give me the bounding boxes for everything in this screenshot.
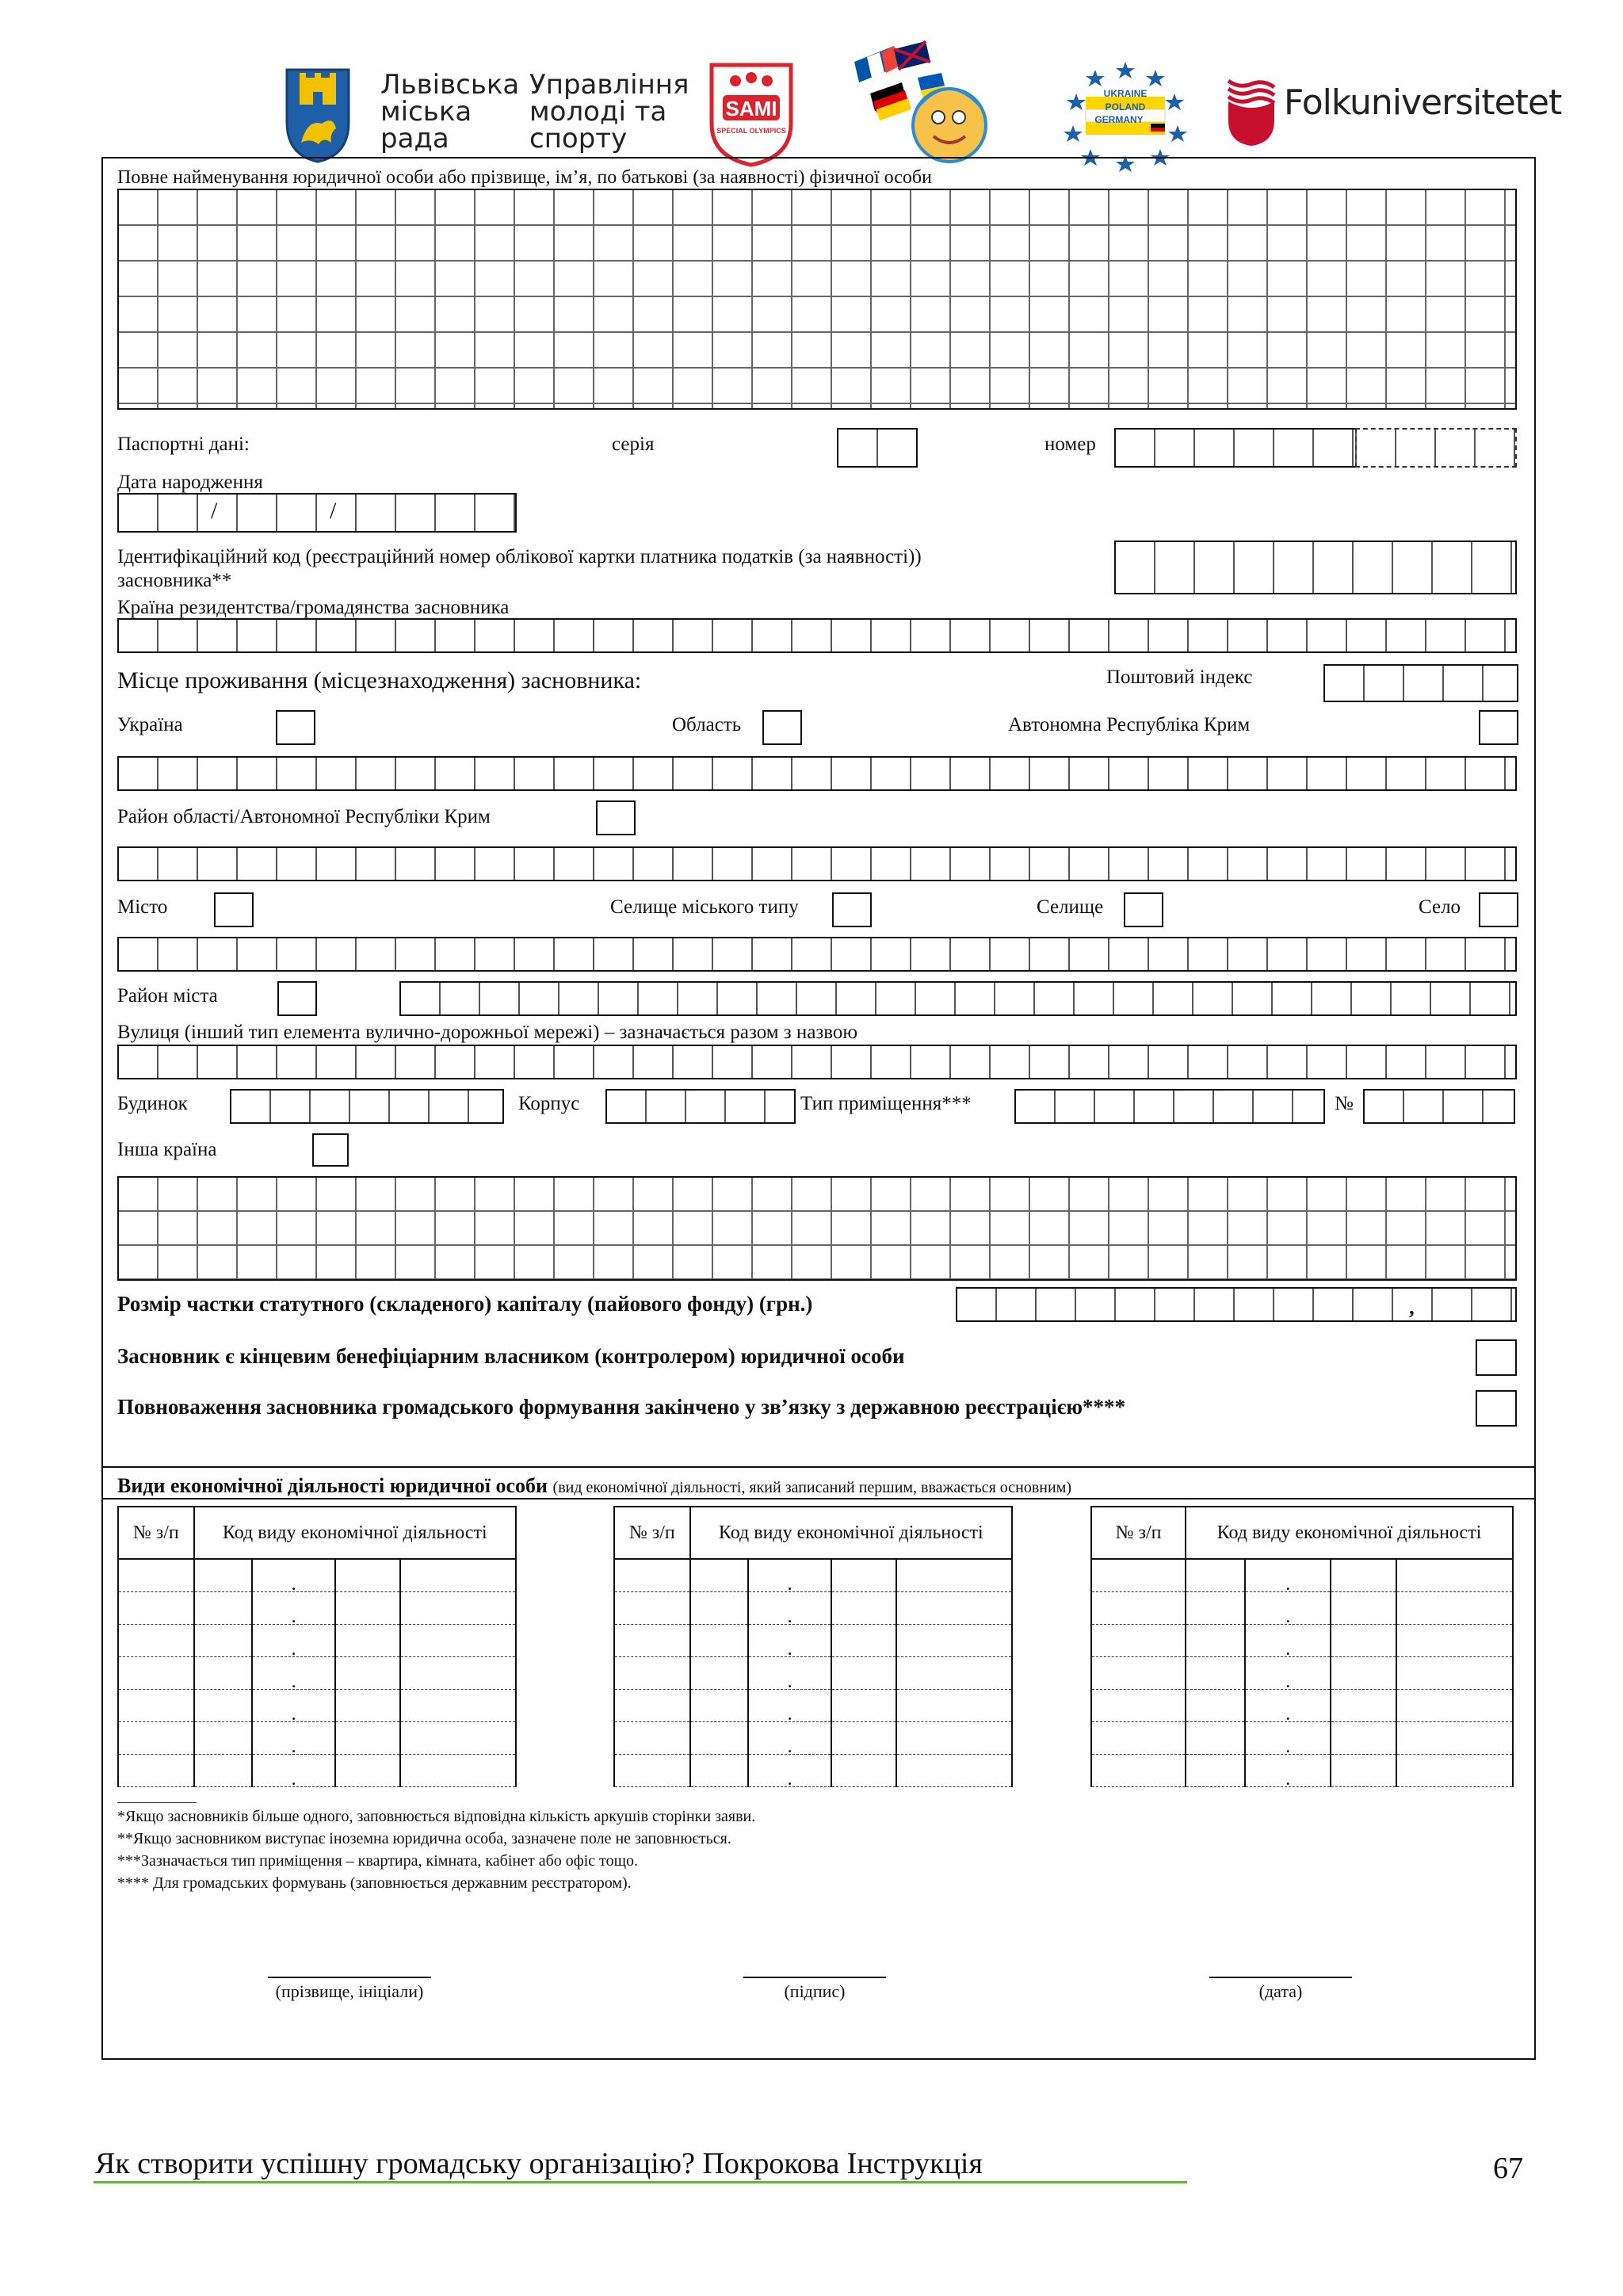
page-number: 67	[1493, 2152, 1523, 2185]
code-cell[interactable]	[896, 1559, 1012, 1592]
ukraine-label-form: Україна	[117, 714, 183, 735]
row-no-cell[interactable]	[118, 1690, 194, 1722]
economic-title-note: (вид економічної діяльності, який записаний першим, вважається основним)	[552, 1479, 1072, 1496]
code-cell[interactable]	[1396, 1690, 1513, 1722]
settlement-checkbox[interactable]	[1124, 892, 1163, 927]
economic-table-row[interactable]	[614, 1690, 1012, 1722]
code-cell-with-dot[interactable]: .	[1245, 1592, 1331, 1625]
code-cell[interactable]	[896, 1625, 1012, 1657]
id-code-label: Ідентифікаційний код (реєстраційний номер облікової картки платника податків (за наявності))	[117, 546, 922, 567]
sami-logo-text: SAMI	[725, 97, 777, 120]
economic-table-1	[117, 1506, 517, 1790]
postal-code-input[interactable]	[1323, 664, 1518, 702]
germany-label: GERMANY	[1094, 114, 1144, 125]
code-cell[interactable]	[1396, 1625, 1513, 1657]
economic-table-row[interactable]	[1091, 1625, 1513, 1657]
code-cell-with-dot[interactable]: .	[748, 1755, 832, 1787]
code-cell[interactable]	[194, 1657, 252, 1690]
settlement-label: Селище	[1037, 896, 1104, 918]
code-cell[interactable]	[400, 1559, 516, 1592]
code-cell[interactable]	[335, 1690, 400, 1722]
footnote-rule	[117, 1802, 197, 1803]
capital-input[interactable]	[956, 1287, 1517, 1322]
code-cell[interactable]	[1331, 1690, 1396, 1722]
code-cell[interactable]	[831, 1755, 896, 1787]
code-cell-with-dot[interactable]: .	[252, 1722, 336, 1755]
col-code-header: Код виду економічної діяльності	[194, 1507, 516, 1559]
code-cell[interactable]	[1186, 1657, 1245, 1690]
date-separator-1: /	[211, 498, 218, 524]
sign-caption: (підпис)	[784, 1981, 846, 2001]
code-cell[interactable]	[335, 1657, 400, 1690]
code-cell[interactable]	[1331, 1657, 1396, 1690]
row-no-cell[interactable]	[1091, 1625, 1186, 1657]
row-no-cell[interactable]	[1091, 1722, 1186, 1755]
code-cell-with-dot[interactable]: .	[252, 1755, 336, 1787]
code-cell[interactable]	[690, 1755, 748, 1787]
economic-table-row[interactable]	[1091, 1755, 1513, 1787]
economic-table-row[interactable]	[118, 1755, 516, 1787]
economic-table-row[interactable]	[614, 1722, 1012, 1755]
code-cell-with-dot[interactable]: .	[1245, 1657, 1331, 1690]
code-cell[interactable]	[690, 1690, 748, 1722]
economic-title-bold: Види економічної діяльності юридичної особи	[117, 1474, 548, 1497]
economic-table-row[interactable]	[614, 1755, 1012, 1787]
passport-number-extra-input[interactable]	[1355, 428, 1517, 468]
code-cell[interactable]	[1186, 1690, 1245, 1722]
birth-date-input[interactable]	[117, 493, 517, 533]
economic-table-row[interactable]	[118, 1559, 516, 1592]
section-divider	[101, 1466, 1536, 1468]
economic-table-row[interactable]	[118, 1690, 516, 1722]
economic-divider	[101, 1498, 1536, 1499]
code-cell[interactable]	[194, 1559, 252, 1592]
row-no-cell[interactable]	[614, 1690, 690, 1722]
country-label: Країна резидентства/громадянства засновника	[117, 597, 510, 618]
economic-table-row[interactable]	[118, 1592, 516, 1625]
code-cell[interactable]	[831, 1690, 896, 1722]
flags-globe-mascot-icon	[838, 38, 997, 173]
crimea-checkbox[interactable]	[1479, 710, 1518, 745]
code-cell[interactable]	[831, 1625, 896, 1657]
row-no-cell[interactable]	[614, 1559, 690, 1592]
col-no-header: № з/п	[1091, 1507, 1186, 1559]
date-caption: (дата)	[1258, 1981, 1303, 2001]
youth-dept-text: Управління молоді та спорту	[529, 69, 689, 155]
birth-date-label: Дата народження	[117, 472, 263, 493]
name-signature-line	[268, 1977, 431, 1978]
row-no-cell[interactable]	[1091, 1592, 1186, 1625]
full-name-input-grid[interactable]	[117, 189, 1517, 410]
row-no-cell[interactable]	[614, 1722, 690, 1755]
economic-table-row[interactable]	[1091, 1722, 1513, 1755]
code-cell[interactable]	[1396, 1559, 1513, 1592]
code-cell[interactable]	[1396, 1755, 1513, 1787]
code-cell-with-dot[interactable]: .	[1245, 1625, 1331, 1657]
code-cell-with-dot[interactable]: .	[748, 1592, 832, 1625]
code-cell[interactable]	[1396, 1592, 1513, 1625]
row-no-cell[interactable]	[118, 1657, 194, 1690]
sami-sub-text: SPECIAL OLYMPICS	[716, 127, 786, 135]
code-cell-with-dot[interactable]: .	[1245, 1755, 1331, 1787]
code-cell-with-dot[interactable]: .	[748, 1690, 832, 1722]
code-cell[interactable]	[335, 1625, 400, 1657]
economic-table-3	[1090, 1506, 1514, 1790]
folkuniversitetet-logo-icon	[1225, 78, 1277, 147]
code-cell-with-dot[interactable]: .	[252, 1625, 336, 1657]
other-country-checkbox[interactable]	[312, 1133, 349, 1167]
street-label: Вулиця (інший тип елемента вулично-дорожньої мережі) – зазначається разом з назвою	[117, 1022, 858, 1043]
other-country-label: Інша країна	[117, 1139, 217, 1160]
number-label: номер	[1044, 434, 1096, 455]
oblast-checkbox[interactable]	[762, 710, 802, 745]
premises-label: Тип приміщення***	[800, 1093, 972, 1114]
id-code-label-2: засновника**	[117, 570, 232, 591]
oblast-input[interactable]	[117, 756, 1517, 791]
row-no-cell[interactable]	[614, 1657, 690, 1690]
row-no-cell[interactable]	[1091, 1559, 1186, 1592]
city-input[interactable]	[117, 937, 1517, 972]
economic-table-row[interactable]	[614, 1559, 1012, 1592]
lviv-council-text: Львівська міська рада	[380, 69, 520, 155]
col-code-header: Код виду економічної діяльності	[1186, 1507, 1513, 1559]
code-cell-with-dot[interactable]: .	[1245, 1722, 1331, 1755]
oblast-label: Область	[672, 714, 742, 735]
row-no-cell[interactable]	[118, 1755, 194, 1787]
code-cell[interactable]	[690, 1722, 748, 1755]
footnote-1: *Якщо засновників більше одного, заповнюється відповідна кількість аркушів сторінки заяви.	[117, 1808, 756, 1825]
urban-settlement-checkbox[interactable]	[832, 892, 872, 927]
code-cell-with-dot[interactable]: .	[1245, 1690, 1331, 1722]
building-label: Будинок	[117, 1093, 188, 1114]
row-no-cell[interactable]	[118, 1722, 194, 1755]
row-no-cell[interactable]	[614, 1755, 690, 1787]
code-cell[interactable]	[831, 1559, 896, 1592]
code-cell[interactable]	[400, 1722, 516, 1755]
economic-table-row[interactable]	[614, 1592, 1012, 1625]
beneficiary-label: Засновник є кінцевим бенефіціарним власником (контролером) юридичної особи	[117, 1344, 905, 1368]
row-no-cell[interactable]	[614, 1625, 690, 1657]
passport-number-input[interactable]	[1114, 428, 1357, 468]
economic-table-2	[613, 1506, 1013, 1790]
village-label: Село	[1419, 896, 1461, 918]
economic-table-row[interactable]	[118, 1722, 516, 1755]
authority-checkbox[interactable]	[1476, 1390, 1517, 1427]
code-cell-with-dot[interactable]: .	[748, 1559, 832, 1592]
col-code-header: Код виду економічної діяльності	[690, 1507, 1012, 1559]
col-no-header: № з/п	[614, 1507, 690, 1559]
city-district-label: Район міста	[117, 985, 218, 1007]
economic-table-row[interactable]	[614, 1657, 1012, 1690]
poland-label: POLAND	[1105, 101, 1146, 113]
code-cell[interactable]	[1186, 1625, 1245, 1657]
economic-table-row[interactable]	[1091, 1690, 1513, 1722]
city-label: Місто	[117, 896, 168, 918]
code-cell[interactable]	[1331, 1592, 1396, 1625]
premises-number-input[interactable]	[1363, 1089, 1515, 1124]
residence-label: Місце проживання (місцезнаходження) засновника:	[117, 667, 642, 693]
district-label: Район області/Автономної Республіки Крим	[117, 806, 491, 827]
code-cell[interactable]	[1331, 1755, 1396, 1787]
code-cell[interactable]	[1186, 1755, 1245, 1787]
economic-table-row[interactable]	[118, 1657, 516, 1690]
code-cell[interactable]	[194, 1755, 252, 1787]
urban-settlement-label: Селище міського типу	[610, 896, 799, 918]
code-cell[interactable]	[194, 1625, 252, 1657]
code-cell[interactable]	[1186, 1559, 1245, 1592]
code-cell[interactable]	[1186, 1722, 1245, 1755]
passport-series-input[interactable]	[837, 428, 918, 468]
code-cell[interactable]	[831, 1592, 896, 1625]
code-cell[interactable]	[896, 1592, 1012, 1625]
code-cell-with-dot[interactable]: .	[1245, 1559, 1331, 1592]
authority-label: Повноваження засновника громадського формування закінчено у зв’язку з державною реєстрацією****	[117, 1395, 1126, 1419]
district-checkbox[interactable]	[596, 800, 636, 835]
other-country-input-grid[interactable]	[117, 1176, 1517, 1281]
row-no-cell[interactable]	[118, 1559, 194, 1592]
code-cell[interactable]	[335, 1722, 400, 1755]
code-cell[interactable]	[335, 1755, 400, 1787]
no-label: №	[1335, 1093, 1354, 1114]
footer-rule	[94, 2181, 1187, 2183]
code-cell[interactable]	[1396, 1657, 1513, 1690]
footnote-2: **Якщо засновником виступає іноземна юридична особа, зазначене поле не заповнюється.	[117, 1830, 731, 1847]
economic-table-row[interactable]	[1091, 1592, 1513, 1625]
code-cell-with-dot[interactable]: .	[252, 1657, 336, 1690]
date-separator-2: /	[330, 498, 337, 524]
postal-label: Поштовий індекс	[1106, 667, 1253, 688]
city-district-checkbox[interactable]	[277, 981, 317, 1016]
full-name-label: Повне найменування юридичної особи або прізвище, ім’я, по батькові (за наявності) фізичної особи	[117, 167, 932, 188]
block-label: Корпус	[518, 1093, 580, 1114]
city-checkbox[interactable]	[214, 892, 254, 927]
city-district-input[interactable]	[399, 981, 1517, 1016]
premises-input[interactable]	[1014, 1089, 1325, 1124]
code-cell[interactable]	[1331, 1625, 1396, 1657]
district-input[interactable]	[117, 846, 1517, 881]
code-cell[interactable]	[335, 1559, 400, 1592]
ukraine-label: UKRAINE	[1103, 88, 1148, 99]
lviv-coat-of-arms-icon	[284, 67, 352, 165]
code-cell-with-dot[interactable]: .	[252, 1592, 336, 1625]
code-cell[interactable]	[896, 1722, 1012, 1755]
ukraine-checkbox[interactable]	[276, 710, 315, 745]
row-no-cell[interactable]	[1091, 1657, 1186, 1690]
code-cell[interactable]	[400, 1755, 516, 1787]
code-cell-with-dot[interactable]: .	[252, 1559, 336, 1592]
code-cell[interactable]	[194, 1722, 252, 1755]
code-cell[interactable]	[690, 1592, 748, 1625]
series-label: серія	[612, 434, 655, 455]
code-cell[interactable]	[194, 1690, 252, 1722]
row-no-cell[interactable]	[1091, 1755, 1186, 1787]
economic-table-row[interactable]	[118, 1625, 516, 1657]
code-cell[interactable]	[690, 1559, 748, 1592]
economic-title	[117, 1474, 1071, 1498]
row-no-cell[interactable]	[614, 1592, 690, 1625]
code-cell[interactable]	[1396, 1722, 1513, 1755]
row-no-cell[interactable]	[118, 1625, 194, 1657]
code-cell[interactable]	[690, 1657, 748, 1690]
row-no-cell[interactable]	[1091, 1690, 1186, 1722]
capital-comma: ,	[1409, 1295, 1415, 1319]
code-cell[interactable]	[335, 1592, 400, 1625]
id-code-input[interactable]	[1114, 541, 1517, 594]
code-cell[interactable]	[896, 1755, 1012, 1787]
sign-signature-line	[743, 1977, 886, 1978]
capital-label: Розмір частки статутного (складеного) капіталу (пайового фонду) (грн.)	[117, 1292, 813, 1316]
date-signature-line	[1209, 1977, 1352, 1978]
passport-label: Паспортні дані:	[117, 434, 250, 455]
code-cell[interactable]	[831, 1722, 896, 1755]
code-cell-with-dot[interactable]: .	[748, 1625, 832, 1657]
economic-table-row[interactable]	[614, 1625, 1012, 1657]
col-no-header: № з/п	[118, 1507, 194, 1559]
street-input[interactable]	[117, 1045, 1517, 1079]
code-cell[interactable]	[896, 1690, 1012, 1722]
code-cell[interactable]	[400, 1657, 516, 1690]
code-cell[interactable]	[896, 1657, 1012, 1690]
footnote-4: **** Для громадських формувань (заповнюється державним реєстратором).	[117, 1874, 632, 1892]
footnote-3: ***Зазначається тип приміщення – квартира, кімната, кабінет або офіс тощо.	[117, 1852, 639, 1870]
beneficiary-checkbox[interactable]	[1476, 1339, 1517, 1376]
code-cell[interactable]	[400, 1625, 516, 1657]
economic-table-row[interactable]	[1091, 1559, 1513, 1592]
row-no-cell[interactable]	[118, 1592, 194, 1625]
code-cell-with-dot[interactable]: .	[252, 1690, 336, 1722]
code-cell[interactable]	[1331, 1722, 1396, 1755]
code-cell[interactable]	[831, 1657, 896, 1690]
code-cell[interactable]	[400, 1592, 516, 1625]
code-cell-with-dot[interactable]: .	[748, 1657, 832, 1690]
village-checkbox[interactable]	[1479, 892, 1518, 927]
code-cell-with-dot[interactable]: .	[748, 1722, 832, 1755]
folkuniversitetet-text: Folkuniversitetet	[1284, 82, 1562, 123]
block-input[interactable]	[605, 1089, 796, 1124]
footer-title: Як створити успішну громадську організацію? Покрокова Інструкція	[95, 2147, 983, 2180]
country-input[interactable]	[117, 618, 1517, 653]
building-input[interactable]	[230, 1089, 504, 1124]
economic-table-row[interactable]	[1091, 1657, 1513, 1690]
code-cell[interactable]	[194, 1592, 252, 1625]
name-caption: (прізвище, ініціали)	[275, 1981, 424, 2001]
crimea-label: Автономна Республіка Крим	[1008, 714, 1251, 735]
code-cell[interactable]	[1331, 1559, 1396, 1592]
code-cell[interactable]	[690, 1625, 748, 1657]
code-cell[interactable]	[400, 1690, 516, 1722]
code-cell[interactable]	[1186, 1592, 1245, 1625]
